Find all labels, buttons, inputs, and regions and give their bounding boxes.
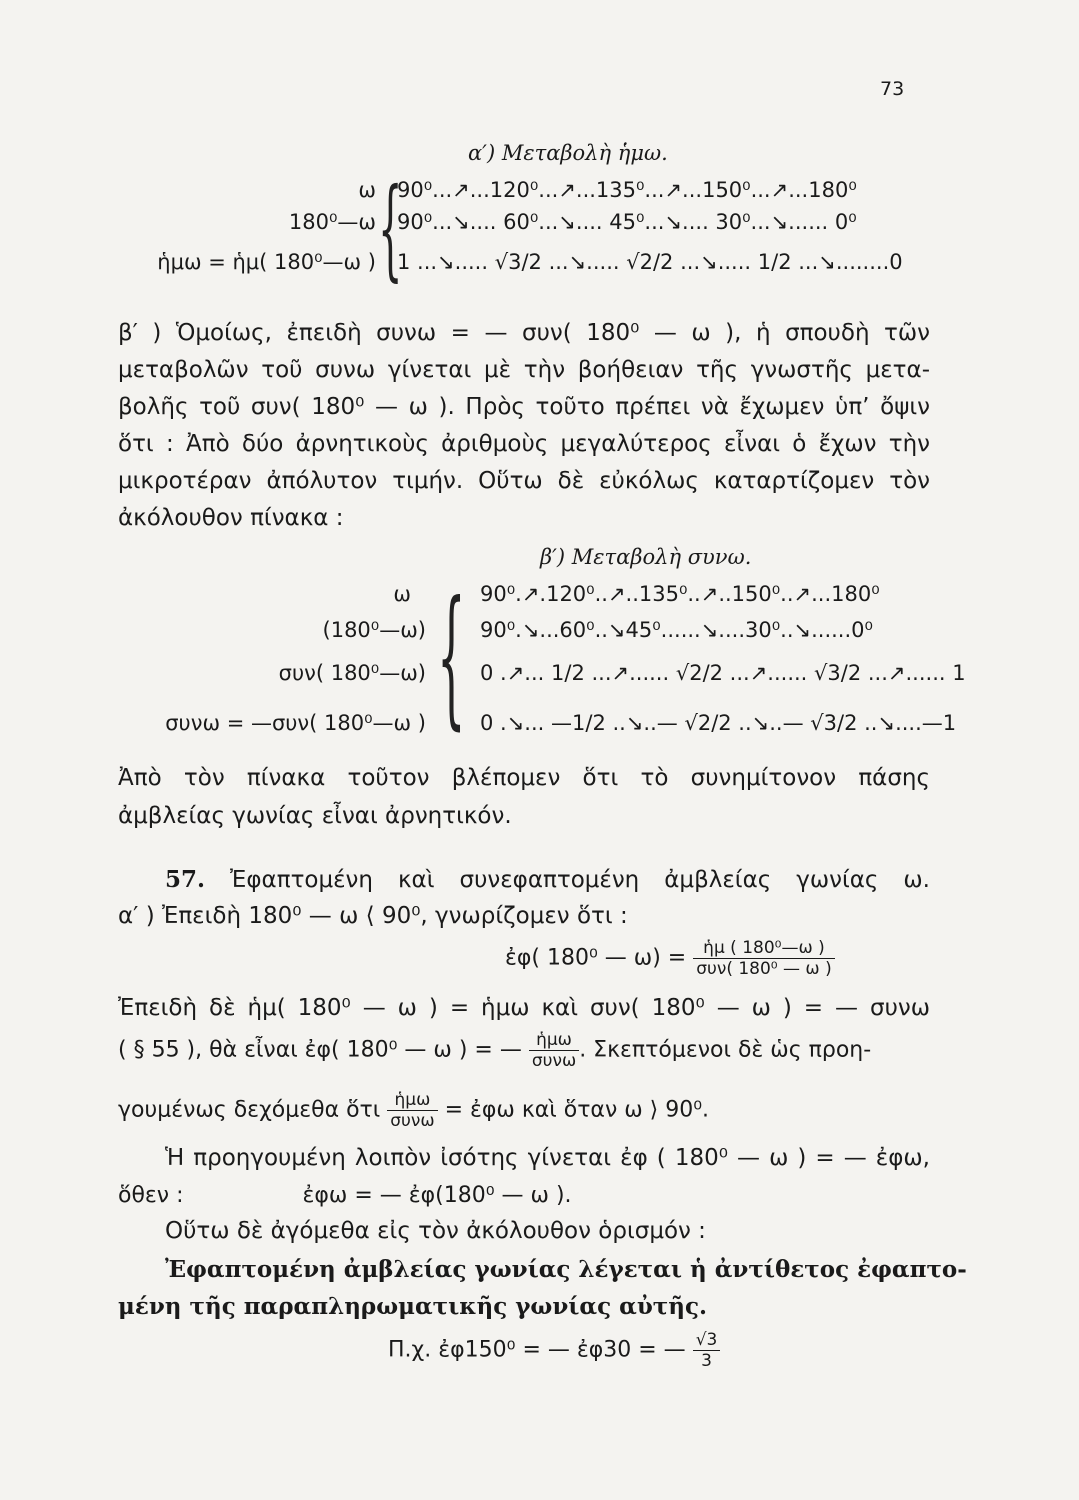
para-b-line-3: βολῆς τοῦ συν( 180⁰ — ω ). Πρὸς τοῦτο πρέπει νὰ ἔχωμεν ὑπ’ ὄψιν bbox=[118, 394, 930, 420]
formula-1-numerator: ἡμ ( 180⁰—ω ) bbox=[693, 938, 835, 959]
table-b-row-1: 90⁰.↗.120⁰..↗..135⁰..↗..150⁰..↗...180⁰ bbox=[480, 582, 880, 606]
line-6-text-a: ὅθεν : bbox=[118, 1183, 184, 1208]
example-fraction bbox=[693, 1330, 721, 1371]
table-a-label-3: ἡμω = ἡμ( 180⁰—ω ) bbox=[157, 250, 376, 274]
table-a-row-2: 90⁰...↘.... 60⁰...↘.... 45⁰...↘.... 30⁰...↘...... 0⁰ bbox=[397, 210, 857, 234]
line-4-denominator: συνω bbox=[390, 1111, 435, 1131]
table-a-label-1: ω bbox=[358, 178, 376, 202]
formula-1 bbox=[505, 938, 835, 979]
section-line-5: Ἡ προηγουμένη λοιπὸν ἰσότης γίνεται ἐφ ( 180⁰ — ω ) = — ἐφω, bbox=[165, 1145, 930, 1171]
table-b-label-2: (180⁰—ω) bbox=[322, 618, 426, 642]
section-heading bbox=[165, 866, 930, 893]
line-4-numerator: ἡμω bbox=[387, 1090, 437, 1111]
table-b-title: β′) Μεταβολὴ συνω. bbox=[540, 545, 752, 569]
line-3-numerator: ἡμω bbox=[529, 1030, 579, 1051]
formula-1-fraction bbox=[693, 938, 835, 979]
para-b-line-4: ὅτι : Ἀπὸ δύο ἀρνητικοὺς ἀριθμοὺς μεγαλύτερος εἶναι ὁ ἔχων τὴν bbox=[118, 431, 930, 457]
example-denominator: 3 bbox=[701, 1351, 712, 1371]
table-b-row-4: 0 .↘... —1/2 ..↘..— √2/2 ..↘..— √3/2 ..↘....—1 bbox=[480, 711, 957, 735]
para-c-line-2: ἀμβλείας γωνίας εἶναι ἀρνητικόν. bbox=[118, 803, 512, 829]
table-a-row-3: 1 ...↘..... √3/2 ...↘..... √2/2 ...↘..... 1/2 ...↘........0 bbox=[397, 250, 903, 274]
definition-line-2: μένη τῆς παραπληρωματικῆς γωνίας αὐτῆς. bbox=[118, 1293, 707, 1320]
para-b-line-2: μεταβολῶν τοῦ συνω γίνεται μὲ τὴν βοήθειαν τῆς γνωστῆς μετα- bbox=[118, 357, 930, 383]
table-b-label-1: ω bbox=[393, 582, 411, 606]
table-a-row-1: 90⁰...↗...120⁰...↗...135⁰...↗...150⁰...↗...180⁰ bbox=[397, 178, 857, 202]
example-line bbox=[388, 1330, 720, 1371]
table-b-brace: { bbox=[437, 570, 466, 744]
line-4-fraction bbox=[387, 1090, 437, 1131]
line-6-text-b: ἐφω = — ἐφ(180⁰ — ω ). bbox=[302, 1183, 572, 1208]
line-4-text-b: = ἐφω καὶ ὅταν ω ⟩ 90⁰. bbox=[444, 1097, 710, 1123]
section-line-2: Ἐπειδὴ δὲ ἡμ( 180⁰ — ω ) = ἡμω καὶ συν( 180⁰ — ω ) = — συνω bbox=[118, 995, 930, 1021]
para-b-line-1: β′ ) Ὁμοίως, ἐπειδὴ συνω = — συν( 180⁰ — ω ), ἡ σπουδὴ τῶν bbox=[118, 320, 930, 346]
formula-1-lhs: ἐφ( 180⁰ — ω) = bbox=[505, 945, 687, 971]
para-c-line-1: Ἀπὸ τὸν πίνακα τοῦτον βλέπομεν ὅτι τὸ συνημίτονον πάσης bbox=[118, 765, 930, 791]
table-b-row-2: 90⁰.↘...60⁰..↘45⁰......↘....30⁰..↘......0⁰ bbox=[480, 618, 873, 642]
section-title: Ἐφαπτομένη καὶ συνεφαπτομένη ἀμβλείας γωνίας ω. bbox=[230, 867, 930, 893]
line-3-text-b: . Σκεπτόμενοι δὲ ὡς προη- bbox=[579, 1037, 872, 1063]
formula-1-denominator: συν( 180⁰ — ω ) bbox=[696, 959, 832, 979]
table-a-label-2: 180⁰—ω bbox=[288, 210, 376, 234]
para-b-line-6: ἀκόλουθον πίνακα : bbox=[118, 505, 344, 531]
line-4-text-a: γουμένως δεχόμεθα ὅτι bbox=[118, 1097, 381, 1123]
para-b-line-5: μικροτέραν ἀπόλυτον τιμήν. Οὕτω δὲ εὐκόλως καταρτίζομεν τὸν bbox=[118, 468, 930, 494]
table-a-title: α′) Μεταβολὴ ἡμω. bbox=[468, 141, 668, 165]
example-numerator: √3 bbox=[693, 1330, 721, 1351]
page-number: 73 bbox=[880, 78, 905, 100]
definition-line-1: Ἐφαπτομένη ἀμβλείας γωνίας λέγεται ἡ ἀντίθετος ἐφαπτο- bbox=[165, 1256, 967, 1283]
line-3-text-a: ( § 55 ), θὰ εἶναι ἐφ( 180⁰ — ω ) = — bbox=[118, 1037, 522, 1063]
section-line-1: α′ ) Ἐπειδὴ 180⁰ — ω ⟨ 90⁰, γνωρίζομεν ὅτι : bbox=[118, 903, 628, 929]
table-a-brace: { bbox=[378, 164, 403, 292]
section-line-7: Οὕτω δὲ ἀγόμεθα εἰς τὸν ἀκόλουθον ὁρισμόν : bbox=[165, 1218, 706, 1244]
line-3-denominator: συνω bbox=[531, 1051, 577, 1071]
section-number: 57. bbox=[165, 866, 206, 893]
table-b-label-3: συν( 180⁰—ω) bbox=[278, 661, 426, 685]
table-b-row-3: 0 .↗... 1/2 ...↗...... √2/2 ...↗...... √3/2 ...↗...... 1 bbox=[480, 661, 966, 685]
section-line-4 bbox=[118, 1090, 709, 1131]
section-line-3 bbox=[118, 1030, 930, 1071]
section-line-6 bbox=[118, 1183, 572, 1208]
example-text: Π.χ. ἐφ150⁰ = — ἐφ30 = — bbox=[388, 1337, 686, 1363]
line-3-fraction bbox=[529, 1030, 579, 1071]
table-b-label-4: συνω = —συν( 180⁰—ω ) bbox=[165, 711, 426, 735]
